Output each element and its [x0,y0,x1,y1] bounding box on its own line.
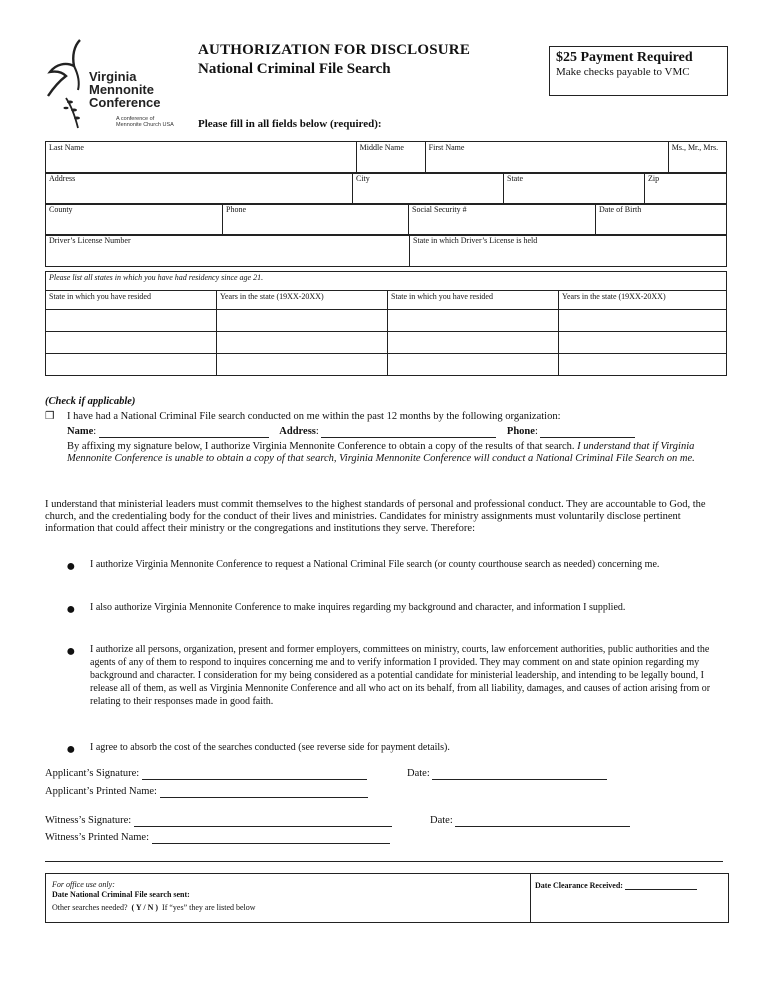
license-state-field[interactable] [410,235,727,267]
payment-note: Make checks payable to VMC [556,66,690,78]
residency-cell[interactable] [46,354,217,376]
city-field[interactable] [353,173,504,205]
bullet-item-4: I agree to absorb the cost of the searches conducted (see reverse side for payment details). [90,742,450,753]
col-years-1 [217,291,388,310]
residency-cell[interactable] [46,310,217,332]
middle-name-field[interactable] [356,142,425,174]
ssn-label: Social Security # [412,205,467,214]
residency-note [46,272,727,291]
bullet-item-3: I authorize all persons, organization, present and former employers, committees on ministry, courts, law enforcement authorities, public authorities and the agents of any of them to respond to inquires concerning me and to verify information I provided. They may comment on and state opinion regarding my background and character. I consideration for my being considered as a potential candidate for ministerial leadership, and intending to be legally bound, I release all of them, as well as Virginia Mennonite Conference and all who act on its behalf, from all liability, damages, and causes of action arising from or relating to their responses made in good faith. [90,644,711,707]
residency-cell[interactable] [217,354,388,376]
ssn-field[interactable] [409,204,596,236]
office-clearance-input[interactable] [625,881,697,890]
county-field[interactable] [46,204,223,236]
bullet-item-1: I authorize Virginia Mennonite Conference to request a National Criminal File search (or county courthouse search as needed) concerning me. [90,559,660,570]
applicant-printed-input[interactable] [160,786,368,798]
org-phone-input[interactable] [540,437,635,438]
col-state-2-label: State in which you have resided [391,292,493,301]
org-address-input[interactable] [321,437,496,438]
residency-table [45,271,727,376]
residency-note-text: Please list all states in which you have had residency since age 21. [49,273,264,282]
applicant-date-label: Date: [407,768,430,779]
residency-cell[interactable] [217,310,388,332]
prior-search-text: I have had a National Criminal File search conducted on me within the past 12 months by the following organization: [67,411,561,422]
witness-printed-input[interactable] [152,832,390,844]
witness-signature-label: Witness’s Signature: [45,815,132,826]
residency-cell[interactable] [559,310,727,332]
residency-cell[interactable] [559,332,727,354]
office-clearance-row [535,881,697,890]
instruction-text: Please fill in all fields below (required): [198,118,382,130]
check-heading: (Check if applicable) [45,396,136,407]
witness-printed-label: Witness’s Printed Name: [45,832,149,843]
applicant-date-input[interactable] [432,768,607,780]
first-name-label: First Name [428,143,465,152]
office-use-box [45,873,729,923]
witness-date-label: Date: [430,815,453,826]
license-label: Driver’s License Number [49,236,131,245]
phone-label: Phone [226,205,246,214]
license-row [45,234,727,267]
divider [45,861,723,862]
col-years-2 [559,291,727,310]
bullet-icon: ● [66,558,76,575]
county-label: County [49,205,73,214]
col-state-2 [388,291,559,310]
dob-label: Date of Birth [599,205,642,214]
zip-field[interactable] [645,173,727,205]
residency-cell[interactable] [388,332,559,354]
office-sent: Date National Criminal File search sent: [52,890,190,899]
residency-cell[interactable] [388,354,559,376]
logo [44,38,194,134]
residency-cell[interactable] [217,332,388,354]
middle-name-label: Middle Name [359,143,404,152]
consent-italic: I understand that if Virginia Mennonite Conference is unable to obtain a copy of that search, Virginia Mennonite Conference will conduct a National Criminal File Search on me. [67,441,695,464]
residency-cell[interactable] [388,310,559,332]
org-name-label: Name [67,426,94,437]
salutation-field[interactable] [668,142,726,174]
payment-box [549,46,728,96]
state-field[interactable] [504,173,645,205]
applicant-date-row [407,768,607,780]
office-other-row [52,903,256,912]
residency-cell[interactable] [559,354,727,376]
dob-field[interactable] [596,204,727,236]
first-name-field[interactable] [425,142,668,174]
applicant-printed-label: Applicant’s Printed Name: [45,786,157,797]
license-state-label: State in which Driver’s License is held [413,236,538,245]
address-field[interactable] [46,173,353,205]
office-other-question: Other searches needed? [52,903,128,912]
col-years-1-label: Years in the state (19XX-20XX) [220,292,324,301]
applicant-signature-label: Applicant’s Signature: [45,768,140,779]
page-subtitle: National Criminal File Search [198,61,391,77]
logo-sub-1: A conference of [116,116,155,122]
license-field[interactable] [46,235,410,267]
witness-signature-row [45,815,392,827]
applicant-signature-input[interactable] [142,768,367,780]
applicant-signature-row [45,768,367,780]
address-row [45,172,727,205]
page-title: AUTHORIZATION FOR DISCLOSURE [198,42,471,58]
col-state-1-label: State in which you have resided [49,292,151,301]
applicant-printed-row [45,786,368,798]
consent-text [67,441,717,465]
logo-sub-2: Mennonite Church USA [116,122,174,128]
col-years-2-label: Years in the state (19XX-20XX) [562,292,666,301]
witness-date-input[interactable] [455,815,630,827]
witness-signature-input[interactable] [134,815,392,827]
state-label: State [507,174,523,183]
office-divider [530,874,531,922]
office-heading: For office use only: [52,880,115,889]
bullet-item-2: I also authorize Virginia Mennonite Conference to make inquires regarding my background and character, and information I supplied. [90,602,626,613]
city-label: City [356,174,370,183]
org-phone-label: Phone [506,426,535,437]
payment-title: $25 Payment Required [556,50,693,65]
office-if-yes: If “yes” they are listed below [162,903,256,912]
residency-cell[interactable] [46,332,217,354]
prior-org-row: Name: Address: Phone: [67,426,727,438]
prior-search-checkbox[interactable]: ❒ [45,411,55,422]
org-address-label: Address [279,426,316,437]
office-clearance-label: Date Clearance Received: [535,881,623,890]
col-state-1 [46,291,217,310]
applicant-info-table [45,141,727,174]
understand-paragraph: I understand that ministerial leaders must commit themselves to the highest standards of personal and professional conduct. They are accountable to God, the church, and the credentialing body for the conduct of their lives and ministries. Candidates for ministry assignments must voluntarily disclose pertinent information that could affect their ministry or the congregations and institutions they serve. Therefore: [45,499,706,534]
address-label: Address [49,174,76,183]
bullet-icon: ● [66,643,76,660]
witness-printed-row [45,832,390,844]
logo-line-2: Mennonite [89,82,154,97]
witness-date-row [430,815,630,827]
county-row [45,203,727,236]
bullet-icon: ● [66,601,76,618]
salutation-label: Ms., Mr., Mrs. [671,143,719,152]
last-name-label: Last Name [49,143,84,152]
bullet-icon: ● [66,741,76,758]
consent-plain: By affixing my signature below, I authorize Virginia Mennonite Conference to obtain a copy of the results of that search. [67,441,575,452]
phone-field[interactable] [223,204,409,236]
logo-line-3: Conference [89,95,161,110]
last-name-field[interactable] [46,142,357,174]
logo-line-1: Virginia [89,69,137,84]
office-yn: ( Y / N ) [131,903,159,912]
zip-label: Zip [648,174,660,183]
org-name-input[interactable] [99,437,269,438]
